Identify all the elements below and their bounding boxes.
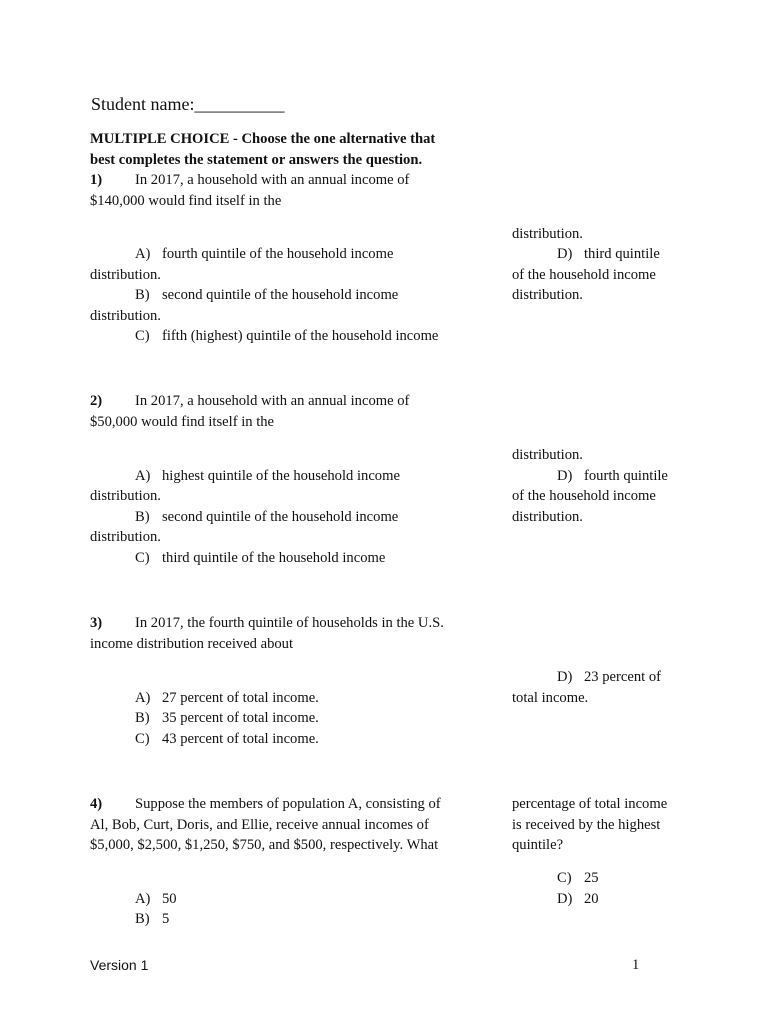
- option-text: 43 percent of total income.: [162, 731, 319, 747]
- question-1-stem-cont: $140,000 would find itself in the: [90, 193, 282, 209]
- footer-page-number: 1: [632, 957, 640, 973]
- option-letter: C): [135, 328, 150, 344]
- question-number: 1): [90, 172, 103, 188]
- question-4-stem: [90, 794, 441, 814]
- question-number: 2): [90, 393, 103, 409]
- q1-option-c-cont: distribution.: [512, 226, 583, 242]
- q2-option-a[interactable]: [135, 466, 400, 486]
- q2-option-b-cont: distribution.: [90, 529, 161, 545]
- option-letter: A): [135, 246, 151, 262]
- q3-option-d-cont: total income.: [512, 690, 589, 706]
- student-name-label: Student name:__________: [91, 94, 285, 114]
- q4-option-a[interactable]: [135, 889, 177, 909]
- q4-option-d[interactable]: [557, 889, 599, 909]
- option-text: second quintile of the household income: [162, 509, 399, 525]
- option-text: second quintile of the household income: [162, 287, 399, 303]
- option-text: highest quintile of the household income: [162, 468, 400, 484]
- question-stem-text: In 2017, a household with an annual income of: [135, 393, 410, 409]
- option-letter: C): [135, 731, 150, 747]
- q3-option-b[interactable]: [135, 708, 319, 728]
- question-3-stem: [90, 613, 444, 633]
- q1-option-d-cont-2: distribution.: [512, 287, 583, 303]
- q1-option-c[interactable]: [135, 326, 438, 346]
- option-letter: A): [135, 690, 151, 706]
- question-number: 4): [90, 796, 103, 812]
- instructions-line-2: best completes the statement or answers the question.: [90, 152, 423, 168]
- option-text: fourth quintile of the household income: [162, 246, 394, 262]
- q2-option-b[interactable]: [135, 507, 398, 527]
- q1-option-d-cont-1: of the household income: [512, 267, 656, 283]
- q1-option-b[interactable]: [135, 285, 398, 305]
- q2-option-c-cont: distribution.: [512, 447, 583, 463]
- q2-option-a-cont: distribution.: [90, 488, 161, 504]
- q3-option-c[interactable]: [135, 729, 319, 749]
- q2-option-c[interactable]: [135, 548, 385, 568]
- option-letter: D): [557, 891, 573, 907]
- option-text: third quintile of the household income: [162, 550, 386, 566]
- q1-option-a[interactable]: [135, 244, 393, 264]
- footer-version: Version 1: [90, 957, 149, 973]
- option-letter: C): [135, 550, 150, 566]
- q3-option-a[interactable]: [135, 688, 319, 708]
- question-1-stem: [90, 170, 409, 190]
- option-text: 50: [162, 891, 177, 907]
- option-text: 5: [162, 911, 170, 927]
- option-letter: B): [135, 710, 150, 726]
- question-stem-text: Suppose the members of population A, consisting of: [135, 796, 441, 812]
- question-4-stem-cont-2: $5,000, $2,500, $1,250, $750, and $500, respectively. What: [90, 837, 439, 853]
- option-text: 25: [584, 870, 599, 886]
- instructions-line-1: MULTIPLE CHOICE - Choose the one alternative that: [90, 131, 436, 147]
- option-letter: B): [135, 509, 150, 525]
- q2-option-d-cont-2: distribution.: [512, 509, 583, 525]
- option-text: third quintile: [584, 246, 660, 262]
- option-letter: B): [135, 287, 150, 303]
- question-2-stem-cont: $50,000 would find itself in the: [90, 414, 275, 430]
- option-letter: C): [557, 870, 572, 886]
- option-text: fourth quintile: [584, 468, 668, 484]
- q3-option-d[interactable]: [557, 667, 661, 687]
- question-2-stem: [90, 391, 409, 411]
- option-text: 23 percent of: [584, 669, 661, 685]
- question-4-stem-cont-4: is received by the highest: [512, 817, 661, 833]
- question-4-stem-cont-1: Al, Bob, Curt, Doris, and Ellie, receive annual incomes of: [90, 817, 429, 833]
- option-letter: B): [135, 911, 150, 927]
- q1-option-b-cont: distribution.: [90, 308, 161, 324]
- question-4-stem-cont-3: percentage of total income: [512, 796, 668, 812]
- question-number: 3): [90, 615, 103, 631]
- q2-option-d[interactable]: [557, 466, 668, 486]
- option-letter: A): [135, 468, 151, 484]
- question-stem-text: In 2017, the fourth quintile of households in the U.S.: [135, 615, 444, 631]
- q1-option-a-cont: distribution.: [90, 267, 161, 283]
- option-text: fifth (highest) quintile of the household income: [162, 328, 439, 344]
- q4-option-b[interactable]: [135, 909, 169, 929]
- option-letter: D): [557, 246, 573, 262]
- option-letter: D): [557, 468, 573, 484]
- question-4-stem-cont-5: quintile?: [512, 837, 564, 853]
- option-letter: D): [557, 669, 573, 685]
- question-stem-text: In 2017, a household with an annual income of: [135, 172, 410, 188]
- option-text: 20: [584, 891, 599, 907]
- option-text: 27 percent of total income.: [162, 690, 319, 706]
- option-letter: A): [135, 891, 151, 907]
- q2-option-d-cont-1: of the household income: [512, 488, 656, 504]
- q4-option-c[interactable]: [557, 868, 599, 888]
- option-text: 35 percent of total income.: [162, 710, 319, 726]
- q1-option-d[interactable]: [557, 244, 660, 264]
- question-3-stem-cont: income distribution received about: [90, 636, 294, 652]
